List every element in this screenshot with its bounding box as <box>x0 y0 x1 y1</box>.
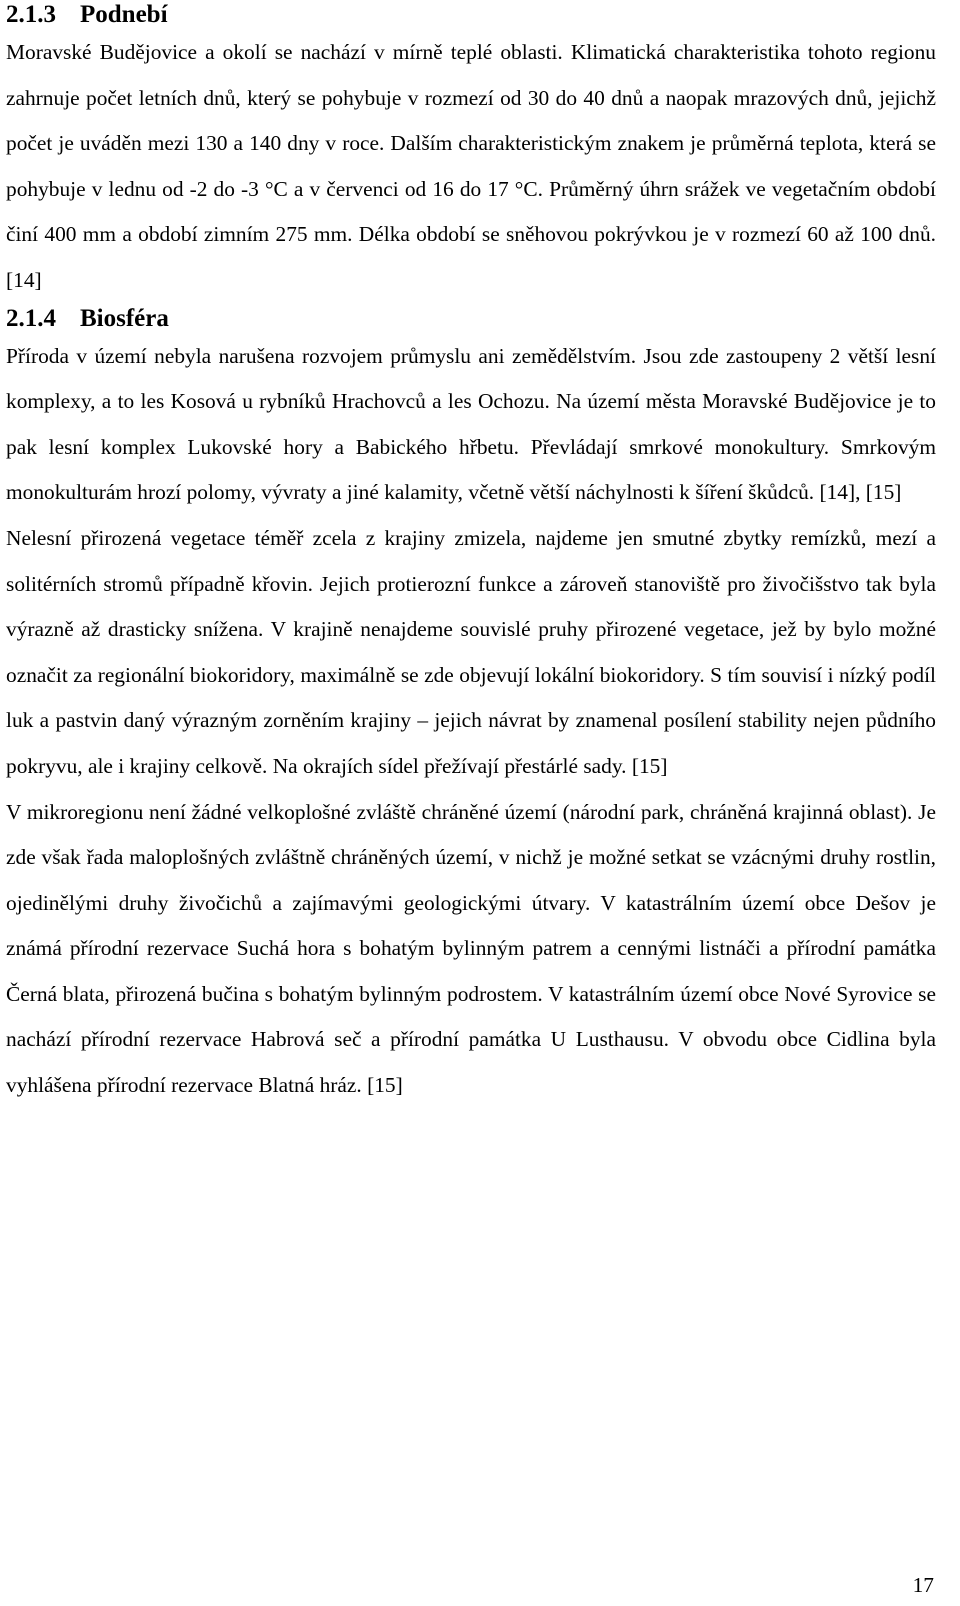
paragraph-biosphere-vegetation: Nelesní přirozená vegetace téměř zcela z krajiny zmizela, najdeme jen smutné zbytky remízků, mezí a solitérních stromů případně křovin. Jejich protierozní funkce a zároveň stanoviště pro živočišstvo tak byla výrazně až drasticky snížena. V krajině nenajdeme souvislé pruhy přirozené vegetace, jež by bylo možné označit za regionální biokoridory, maximálně se zde objevují lokální biokoridory. S tím souvisí i nízký podíl luk a pastvin daný výrazným zorněním krajiny – jejich návrat by znamenal posílení stability nejen půdního pokryvu, ale i krajiny celkově. Na okrajích sídel přežívají přestárlé sady. [15] <box>6 525 936 778</box>
section-heading-biosphere <box>6 304 936 334</box>
paragraph-climate: Moravské Budějovice a okolí se nachází v mírně teplé oblasti. Klimatická charakteristika tohoto regionu zahrnuje počet letních dnů, který se pohybuje v rozmezí od 30 do 40 dnů a naopak mrazových dnů, jejichž počet je uváděn mezi 130 a 140 dny v roce. Dalším charakteristickým znakem je průměrná teplota, která se pohybuje v lednu od -2 do -3 °C a v červenci od 16 do 17 °C. Průměrný úhrn srážek ve vegetačním období činí 400 mm a období zimním 275 mm. Délka období se sněhovou pokrývkou je v rozmezí 60 až 100 dnů. [14] <box>6 40 936 292</box>
section-title: Podnebí <box>80 1 168 28</box>
section-heading-climate <box>6 0 936 30</box>
section-number: 2.1.4 <box>6 304 56 332</box>
paragraph-biosphere-protected-areas: V mikroregionu není žádné velkoplošné zvláště chráněné území (národní park, chráněná krajinná oblast). Je zde však řada maloplošných zvláštně chráněných území, v nichž je možné setkat se vzácnými druhy rostlin, ojedinělými druhy živočichů a zajímavými geologickými útvary. V katastrálním území obce Dešov je známá přírodní rezervace Suchá hora s bohatým bylinným patrem a cennými listnáči a přírodní památka Černá blata, přirozená bučina s bohatým bylinným podrostem. V katastrálním území obce Nové Syrovice se nachází přírodní rezervace Habrová seč a přírodní památka U Lusthausu. V obvodu obce Cidlina byla vyhlášena přírodní rezervace Blatná hráz. [15] <box>6 799 936 1098</box>
section-number: 2.1.3 <box>6 1 56 28</box>
document-page <box>6 0 936 1109</box>
paragraph-biosphere-forests: Příroda v území nebyla narušena rozvojem průmyslu ani zemědělstvím. Jsou zde zastoupeny 2 větší lesní komplexy, a to les Kosová u rybníků Hrachovců a les Ochozu. Na území města Moravské Budějovice je to pak lesní komplex Lukovské hory a Babického hřbetu. Převládají smrkové monokultury. Smrkovým monokulturám hrozí polomy, vývraty a jiné kalamity, včetně větší náchylnosti k šíření škůdců. [14], [15] <box>6 343 936 505</box>
section-title: Biosféra <box>80 304 169 332</box>
page-number: 17 <box>912 1573 934 1597</box>
